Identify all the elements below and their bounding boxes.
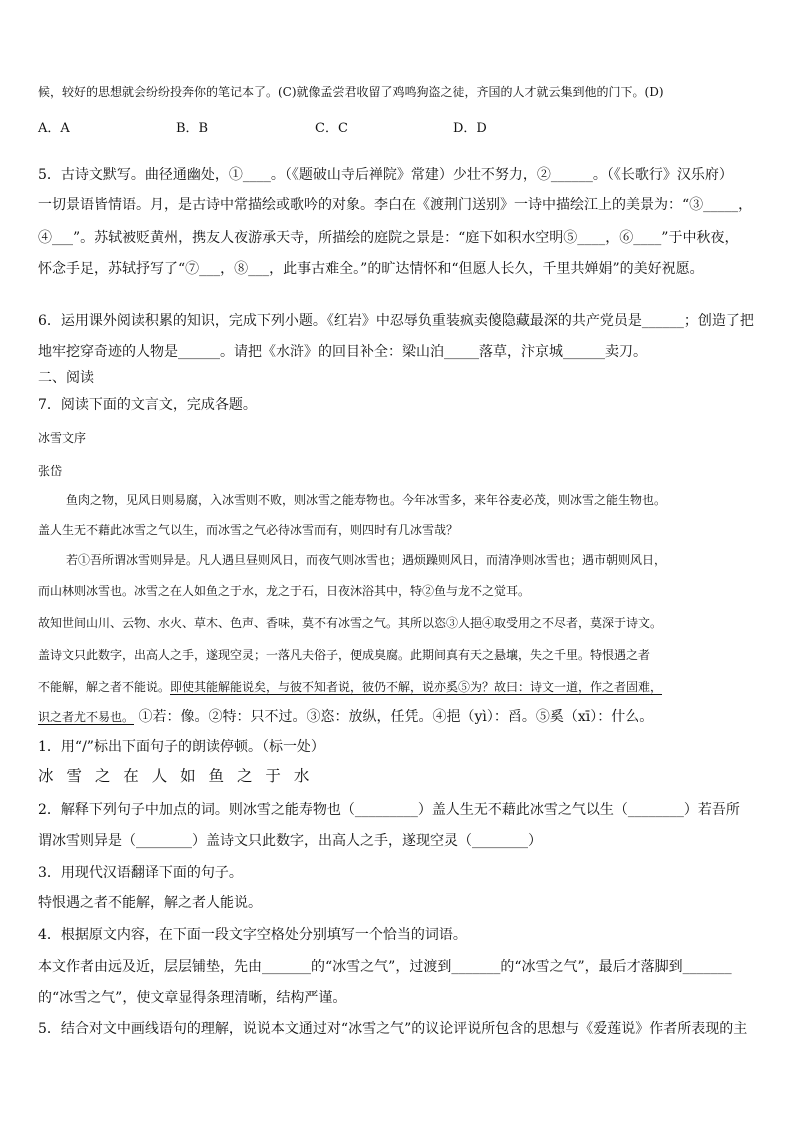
section-heading: 二、阅读: [38, 370, 94, 386]
option-c[interactable]: C．C: [315, 121, 348, 136]
option-b[interactable]: B．B: [176, 121, 209, 136]
passage-line: 而山林则冰雪也。冰雪之在人如鱼之于水，龙之于石，日夜沐浴其中，特②鱼与龙不之觉耳。: [38, 584, 531, 598]
passage-line: [38, 678, 662, 696]
passage-text: 不能解，解之者不能说。: [38, 680, 171, 694]
question-5-line: 5．古诗文默写。曲径通幽处，①____。（《题破山寺后禅院》常建）少壮不努力，②______。（《长歌行》汉乐府）: [38, 167, 733, 183]
subquestion-2: 2．解释下列句子中加点的词。则冰雪之能寿物也（_________）盖人生无不藉此冰雪之气以生（________）若吾所: [38, 802, 740, 818]
passage-line: [38, 708, 653, 726]
underlined-sentence: 识之者尤不易也。: [38, 710, 135, 724]
passage-line: 盖人生无不藉此冰雪之气以生，而冰雪之气必待冰雪而有，则四时有几冰雪哉？: [38, 523, 459, 537]
footnotes: ①若：像。②特：只不过。③恣：放纵，任凭。④挹（yì）：舀。⑤奚（xī）：什么。: [138, 709, 654, 725]
question-5-line: 一切景语皆情语。月，是古诗中常描绘或歌吟的对象。李白在《渡荆门送别》一诗中描绘江上的美景为：“③_____，: [38, 197, 753, 213]
subquestion-3: 3．用现代汉语翻译下面的句子。: [38, 865, 243, 881]
question-5-line: 怀念手足，苏轼抒写了“⑦___，⑧___，此事古难全。”的旷达情怀和“但愿人长久，千里共婵娟”的美好祝愿。: [38, 261, 704, 277]
option-d[interactable]: D．D: [453, 121, 487, 136]
underlined-sentence: 即使其能解能说矣，与彼不知者说，彼仍不解，说亦奚⑤为？故曰：诗文一道，作之者固难，: [170, 680, 663, 694]
question-6-line: 6．运用课外阅读积累的知识，完成下列小题。《红岩》中忍辱负重装疯卖傻隐藏最深的共产党员是______；创造了把: [38, 313, 754, 329]
passage-title: 冰雪文序: [38, 431, 87, 445]
passage-line: 若①吾所谓冰雪则异是。凡人遇旦昼则风日，而夜气则冰雪也；遇烦躁则风日，而清净则冰雪也；遇市朝则风日，: [66, 553, 667, 567]
question-5-line: ④___”。苏轼被贬黄州，携友人夜游承天寺，所描绘的庭院之景是：“庭下如积水空明⑤____，⑥____”于中秋夜，: [38, 230, 739, 246]
passage-line: 故知世间山川、云物、水火、草木、色声、香味，莫不有冰雪之气。其所以恣③人挹④取受用之不尽者，莫深于诗文。: [38, 616, 663, 630]
subquestion-4: 的“冰雪之气”，使文章显得条理清晰，结构严谨。: [38, 990, 347, 1006]
subquestion-4: 本文作者由远及近，层层铺垫，先由_______的“冰雪之气”，过渡到_______的“冰雪之气”，最后才落脚到_______: [38, 959, 732, 975]
option-a[interactable]: A．A: [38, 121, 70, 136]
subquestion-1: 1．用“/”标出下面句子的朗读停顿。（标一处）: [38, 739, 325, 755]
translate-sentence: 特恨遇之者不能解，解之者人能说。: [38, 895, 262, 911]
text-line: 候，较好的思想就会纷纷投奔你的笔记本了。(C)就像孟尝君收留了鸡鸣狗盗之徒，齐国的人才就云集到他的门下。(D): [38, 85, 664, 99]
question-7-prompt: 7．阅读下面的文言文，完成各题。: [38, 397, 257, 413]
passage-line: 鱼肉之物，见风日则易腐，入冰雪则不败，则冰雪之能寿物也。今年冰雪多，来年谷麦必茂，则冰雪之能生物也。: [66, 493, 667, 507]
subquestion-4: 4．根据原文内容，在下面一段文字空格处分别填写一个恰当的词语。: [38, 927, 467, 943]
question-6-line: 地牢挖穿奇迹的人物是______。请把《水浒》的回目补全：梁山泊_____落草，汴京城______卖刀。: [38, 344, 647, 360]
passage-line: 盖诗文只此数字，出高人之手，遂现空灵；一落凡夫俗子，便成臭腐。此期间真有天之悬壤，失之千里。特恨遇之者: [38, 648, 651, 662]
passage-author: 张岱: [38, 464, 63, 478]
reading-sentence: 冰 雪 之 在 人 如 鱼 之 于 水: [38, 767, 314, 785]
subquestion-2: 谓冰雪则异是（________）盖诗文只此数字，出高人之手，遂现空灵（________）: [38, 833, 542, 849]
subquestion-5: 5．结合对文中画线语句的理解，说说本文通过对“冰雪之气”的议论评说所包含的思想与《爱莲说》作者所表现的主: [38, 1021, 748, 1037]
